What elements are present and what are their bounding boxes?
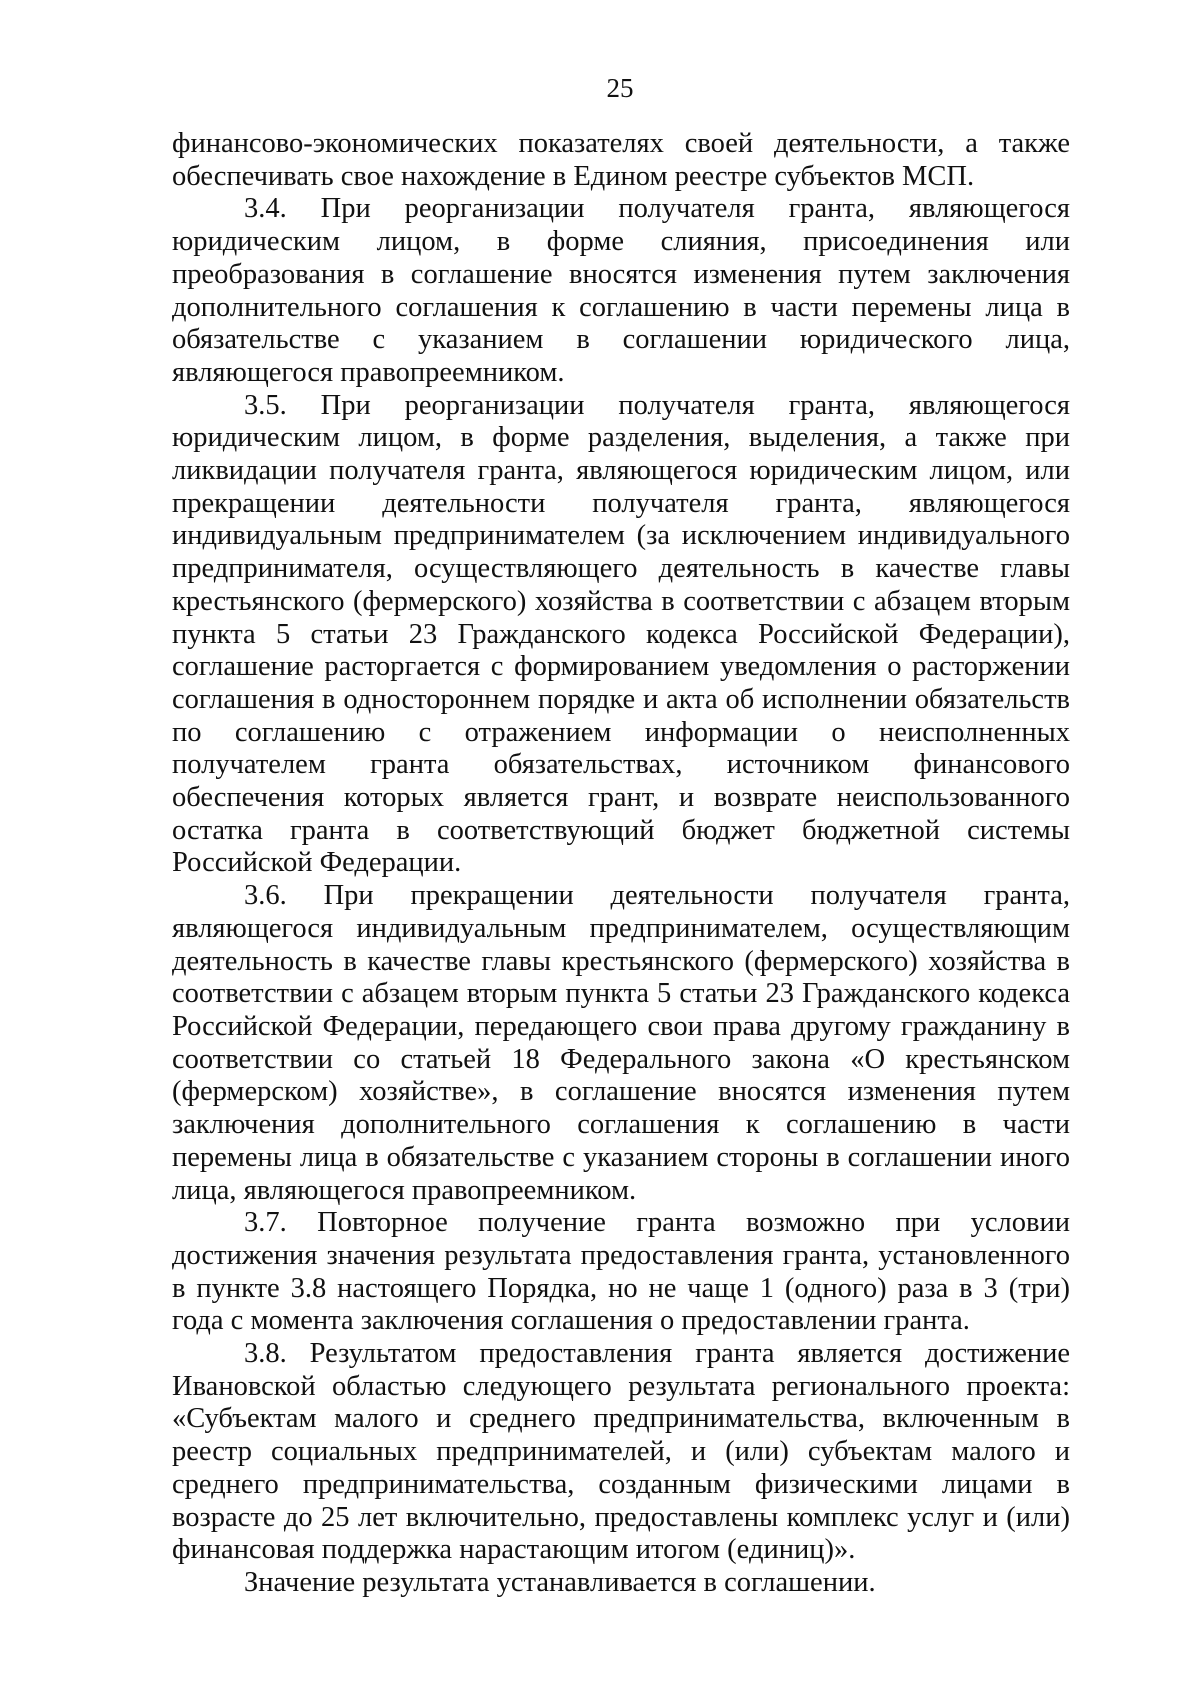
- paragraph-continuation: финансово-экономических показателях своей деятельности, а также обеспечивать свое нахождение в Едином реестре субъектов МСП.: [172, 128, 1070, 192]
- paragraph-3-5: 3.5. При реорганизации получателя гранта, являющегося юридическим лицом, в форме разделения, выделения, а также при ликвидации получателя гранта, являющегося юридическим лицом, или прекращении деятельности получателя гранта, являющегося индивидуальным предпринимателем (за исключением индивидуального предпринимателя, осуществляющего деятельность в качестве главы крестьянского (фермерского) хозяйства в соответствии с абзацем вторым пункта 5 статьи 23 Гражданского кодекса Российской Федерации), соглашение расторгается с формированием уведомления о расторжении соглашения в одностороннем порядке и акта об исполнении обязательств по соглашению с отражением информации о неисполненных получателем гранта обязательствах, источником финансового обеспечения которых является грант, и возврате неиспользованного остатка гранта в соответствующий бюджет бюджетной системы Российской Федерации.: [172, 389, 1070, 879]
- paragraph-result-value: Значение результата устанавливается в соглашении.: [244, 1566, 876, 1598]
- paragraph-3-8: 3.8. Результатом предоставления гранта является достижение Ивановской областью следующего результата регионального проекта: «Субъектам малого и среднего предпринимательства, включенным в реестр социальных предпринимателей, и (или) субъектам малого и среднего предпринимательства, созданным физическими лицами в возрасте до 25 лет включительно, предоставлены комплекс услуг и (или) финансовая поддержка нарастающим итогом (единиц)».: [172, 1338, 1070, 1566]
- page-number: 25: [606, 73, 634, 103]
- paragraph-3-4: 3.4. При реорганизации получателя гранта, являющегося юридическим лицом, в форме слияния, присоединения или преобразования в соглашение вносятся изменения путем заключения дополнительного соглашения к соглашению в части перемены лица в обязательстве с указанием в соглашении юридического лица, являющегося правопреемником.: [172, 193, 1070, 388]
- paragraph-3-6: 3.6. При прекращении деятельности получателя гранта, являющегося индивидуальным предпринимателем, осуществляющим деятельность в качестве главы крестьянского (фермерского) хозяйства в соответствии с абзацем вторым пункта 5 статьи 23 Гражданского кодекса Российской Федерации, передающего свои права другому гражданину в соответствии со статьей 18 Федерального закона «О крестьянском (фермерском) хозяйстве», в соглашение вносятся изменения путем заключения дополнительного соглашения к соглашению в части перемены лица в обязательстве с указанием стороны в соглашении иного лица, являющегося правопреемником.: [172, 880, 1070, 1206]
- document-body: [172, 128, 1070, 1600]
- paragraph-3-7: 3.7. Повторное получение гранта возможно при условии достижения значения результата предоставления гранта, установленного в пункте 3.8 настоящего Порядка, но не чаще 1 (одного) раза в 3 (три) года с момента заключения соглашения о предоставлении гранта.: [172, 1207, 1070, 1337]
